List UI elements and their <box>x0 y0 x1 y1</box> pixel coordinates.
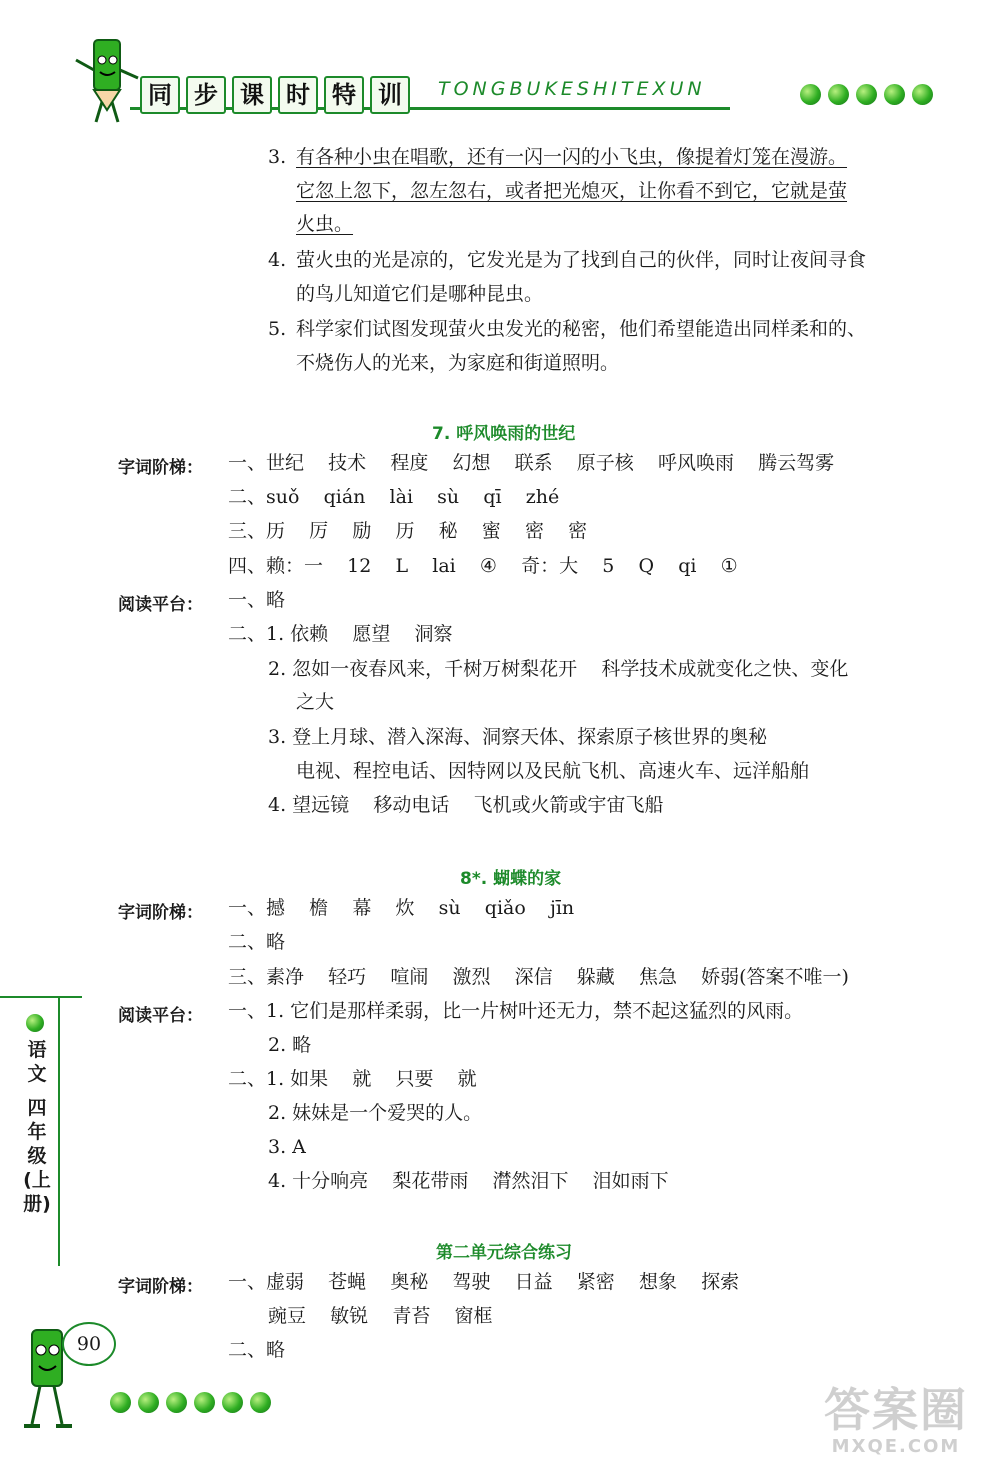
header-pinyin: TONGBUKESHITEXUN <box>438 78 706 100</box>
answer-line: 火虫。 <box>296 213 354 235</box>
header-dot-icon <box>856 84 877 105</box>
section-label-yd: 阅读平台： <box>118 595 203 615</box>
section-label-ci: 字词阶梯： <box>118 903 203 923</box>
answer-line: 之大 <box>296 691 335 713</box>
footer-dot-icon <box>250 1392 271 1413</box>
header-dot-icon <box>828 84 849 105</box>
answer-line: 4. 十分响亮 梨花带雨 潸然泪下 泪如雨下 <box>268 1170 669 1192</box>
pencil-mascot-icon <box>66 30 146 130</box>
answer-line: 豌豆 敏锐 青苔 窗框 <box>268 1305 493 1327</box>
answer-line: 的鸟儿知道它们是哪种昆虫。 <box>296 283 544 305</box>
answer-line: 一、略 <box>228 589 286 611</box>
answer-line: 科学家们试图发现萤火虫发光的秘密，他们希望能造出同样柔和的、 <box>296 318 867 340</box>
header-title-char: 训 <box>370 76 410 114</box>
header-title-char: 步 <box>186 76 226 114</box>
header-dot-icon <box>800 84 821 105</box>
side-grade: 四年级(上册) <box>23 1097 51 1215</box>
answer-line: 电视、程控电话、因特网以及民航飞机、高速火车、远洋船舶 <box>296 760 810 782</box>
answer-line: 三、素净 轻巧 喧闹 激烈 深信 躲藏 焦急 娇弱(答案不唯一) <box>228 966 849 988</box>
answer-line: 三、历 厉 励 历 秘 蜜 密 密 <box>228 520 588 542</box>
section-label-yd: 阅读平台： <box>118 1006 203 1026</box>
side-subject-grade <box>22 1038 52 1216</box>
answer-line: 四、赖：一 12 L lai ④ 奇：大 5 Q qi ① <box>228 555 738 577</box>
header-dot-icon <box>912 84 933 105</box>
answer-line: 不烧伤人的光来，为家庭和街道照明。 <box>296 352 620 374</box>
watermark-logo <box>806 1384 986 1458</box>
page-number: 90 <box>62 1322 116 1366</box>
footer-dot-icon <box>194 1392 215 1413</box>
side-dot-icon <box>26 1014 44 1032</box>
header-title-char: 时 <box>278 76 318 114</box>
lesson-7-title: 7. 呼风唤雨的世纪 <box>432 424 576 444</box>
answer-line: 3. A <box>268 1136 306 1158</box>
answer-line: 一、虚弱 苍蝇 奥秘 驾驶 日益 紧密 想象 探索 <box>228 1271 740 1293</box>
answer-number: 5. <box>268 318 287 340</box>
answer-line: 2. 妹妹是一个爱哭的人。 <box>268 1102 483 1124</box>
section-label-ci: 字词阶梯： <box>118 458 203 478</box>
header-title-char: 同 <box>140 76 180 114</box>
unit-2-title: 第二单元综合练习 <box>436 1243 572 1263</box>
watermark-url: MXQE.COM <box>831 1436 961 1457</box>
side-rule <box>0 996 82 998</box>
footer-dot-icon <box>222 1392 243 1413</box>
side-rule <box>58 996 60 1266</box>
answer-line: 二、suǒ qián lài sù qī zhé <box>228 486 560 508</box>
answer-line: 二、略 <box>228 931 286 953</box>
header-title-char: 课 <box>232 76 272 114</box>
answer-line: 萤火虫的光是凉的，它发光是为了找到自己的伙伴，同时让夜间寻食 <box>296 249 867 271</box>
footer-dot-icon <box>138 1392 159 1413</box>
answer-line: 2. 略 <box>268 1034 312 1056</box>
section-label-ci: 字词阶梯： <box>118 1277 203 1297</box>
answer-line: 4. 望远镜 移动电话 飞机或火箭或宇宙飞船 <box>268 794 664 816</box>
answer-line: 3. 登上月球、潜入深海、洞察天体、探索原子核世界的奥秘 <box>268 726 768 748</box>
answer-line: 二、略 <box>228 1339 286 1361</box>
footer-dot-icon <box>110 1392 131 1413</box>
answer-line: 二、1. 依赖 愿望 洞察 <box>228 623 453 645</box>
answer-line: 它忽上忽下，忽左忽右，或者把光熄灭，让你看不到它，它就是萤 <box>296 180 848 202</box>
watermark-text: 答案圈 <box>824 1383 968 1437</box>
lesson-8-title: 8*. 蝴蝶的家 <box>460 869 562 889</box>
answer-line: 一、世纪 技术 程度 幻想 联系 原子核 呼风唤雨 腾云驾雾 <box>228 452 835 474</box>
header-title-char: 特 <box>324 76 364 114</box>
answer-line: 一、撼 檐 幕 炊 sù qiǎo jīn <box>228 897 575 919</box>
answer-line: 一、1. 它们是那样柔弱，比一片树叶还无力，禁不起这猛烈的风雨。 <box>228 1000 804 1022</box>
answer-line: 2. 忽如一夜春风来，千树万树梨花开 科学技术成就变化之快、变化 <box>268 658 849 680</box>
answer-number: 4. <box>268 249 287 271</box>
side-subject: 语文 <box>27 1039 47 1085</box>
answer-line: 有各种小虫在唱歌，还有一闪一闪的小飞虫，像提着灯笼在漫游。 <box>296 146 848 168</box>
footer-dot-icon <box>166 1392 187 1413</box>
answer-number: 3. <box>268 146 287 168</box>
answer-line: 二、1. 如果 就 只要 就 <box>228 1068 477 1090</box>
header-dot-icon <box>884 84 905 105</box>
